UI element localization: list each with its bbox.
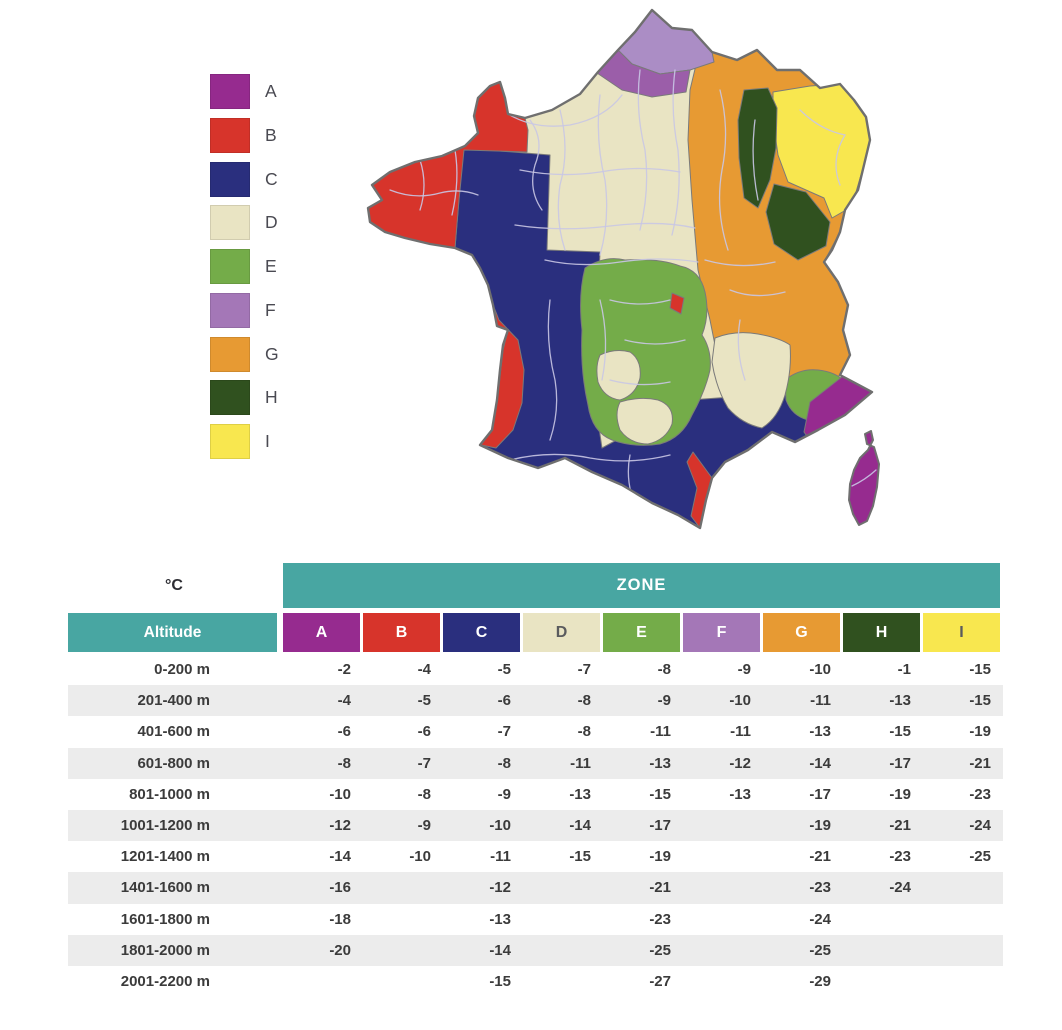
zone-column-header-B: B [363, 613, 440, 652]
value-cell-H [843, 966, 920, 997]
value-cell-H: -24 [889, 879, 911, 897]
value-cell-G: -17 [809, 785, 831, 803]
value-cell-D: -13 [569, 785, 591, 803]
value-cell-F [683, 966, 760, 997]
legend-item-F [210, 293, 279, 328]
value-cell-C: -6 [497, 692, 511, 710]
value-cell-G: -14 [809, 754, 831, 772]
value-cell-I: -21 [969, 754, 991, 772]
value-cell-A: -4 [337, 692, 351, 710]
table-row-1001-1200m [68, 810, 1003, 841]
value-cell-C: -9 [497, 785, 511, 803]
value-cell-F: -13 [729, 785, 751, 803]
value-cell-B: -6 [417, 723, 431, 741]
value-cell-H [843, 904, 920, 935]
legend-swatch-C [210, 162, 250, 197]
value-cell-E: -19 [649, 848, 671, 866]
value-cell-E: -9 [657, 692, 671, 710]
value-cell-A: -6 [337, 723, 351, 741]
value-cell-C: -14 [489, 941, 511, 959]
altitude-cell: 401-600 m [137, 723, 210, 741]
value-cell-D: -15 [569, 848, 591, 866]
value-cell-B: -8 [417, 785, 431, 803]
legend-label-F: F [265, 299, 276, 320]
value-cell-D: -7 [577, 661, 591, 678]
value-cell-C: -8 [497, 754, 511, 772]
value-cell-F [683, 872, 760, 903]
value-cell-B: -9 [417, 816, 431, 834]
value-cell-E: -17 [649, 816, 671, 834]
value-cell-A: -18 [329, 910, 351, 928]
altitude-cell: 2001-2200 m [120, 972, 210, 990]
value-cell-G: -25 [809, 941, 831, 959]
value-cell-E: -8 [657, 661, 671, 678]
value-cell-I: -15 [969, 692, 991, 710]
value-cell-C: -13 [489, 910, 511, 928]
legend-item-H [210, 380, 279, 415]
value-cell-F: -10 [729, 692, 751, 710]
value-cell-F: -9 [737, 661, 751, 678]
legend-label-D: D [265, 212, 278, 233]
value-cell-C: -12 [489, 879, 511, 897]
value-cell-A: -2 [337, 661, 351, 678]
legend-item-C [210, 162, 279, 197]
value-cell-B: -5 [417, 692, 431, 710]
legend-label-B: B [265, 124, 277, 145]
zone-column-header-D: D [523, 613, 600, 652]
altitude-cell: 1201-1400 m [120, 848, 210, 866]
value-cell-E: -23 [649, 910, 671, 928]
table-row-1201-1400m [68, 841, 1003, 872]
value-cell-D [523, 966, 600, 997]
table-row-2001-2200m [68, 966, 1003, 997]
legend-item-A [210, 74, 279, 109]
value-cell-C: -15 [489, 972, 511, 990]
value-cell-I [923, 872, 1000, 903]
value-cell-E: -25 [649, 941, 671, 959]
temperature-table-rows [68, 654, 1003, 997]
map-legend [210, 74, 279, 468]
value-cell-A: -20 [329, 941, 351, 959]
value-cell-G: -11 [810, 692, 831, 710]
zone-letter-row [283, 613, 1003, 652]
value-cell-E: -21 [649, 879, 671, 897]
value-cell-G: -29 [809, 972, 831, 990]
value-cell-G: -23 [809, 879, 831, 897]
value-cell-G: -10 [809, 661, 831, 678]
value-cell-H: -21 [889, 816, 911, 834]
value-cell-E: -27 [649, 972, 671, 990]
value-cell-B [363, 935, 440, 966]
value-cell-E: -13 [649, 754, 671, 772]
altitude-cell: 1601-1800 m [120, 910, 210, 928]
altitude-cell: 1001-1200 m [120, 816, 210, 834]
table-row-1601-1800m [68, 904, 1003, 935]
value-cell-G: -24 [809, 910, 831, 928]
value-cell-D: -8 [577, 723, 591, 741]
value-cell-D [523, 872, 600, 903]
value-cell-H: -17 [889, 754, 911, 772]
altitude-column-header: Altitude [68, 613, 277, 652]
value-cell-A [283, 966, 360, 997]
table-row-1401-1600m [68, 872, 1003, 903]
zone-header-banner: ZONE [283, 563, 1000, 608]
value-cell-D [523, 935, 600, 966]
legend-label-E: E [265, 256, 277, 276]
altitude-cell: 201-400 m [137, 692, 210, 710]
value-cell-H [843, 935, 920, 966]
table-row-801-1000m [68, 779, 1003, 810]
value-cell-C: -11 [490, 848, 511, 866]
value-cell-E: -11 [650, 723, 671, 741]
value-cell-B: -7 [417, 754, 431, 772]
zone-column-header-A: A [283, 613, 360, 652]
value-cell-E: -15 [649, 785, 671, 803]
legend-item-E [210, 249, 279, 284]
value-cell-F [683, 841, 760, 872]
value-cell-C: -7 [497, 723, 511, 741]
value-cell-B [363, 966, 440, 997]
value-cell-D [523, 904, 600, 935]
value-cell-D: -8 [577, 692, 591, 710]
legend-swatch-A [210, 74, 250, 109]
zone-column-header-H: H [843, 613, 920, 652]
legend-swatch-E [210, 249, 250, 284]
france-climate-zone-map [360, 0, 900, 550]
france-map-svg [360, 0, 900, 550]
table-row-1801-2000m [68, 935, 1003, 966]
value-cell-F [683, 904, 760, 935]
legend-label-H: H [265, 387, 278, 408]
value-cell-B [363, 904, 440, 935]
legend-item-I [210, 424, 279, 459]
legend-label-A: A [265, 81, 277, 101]
value-cell-D: -14 [569, 816, 591, 834]
value-cell-F: -11 [730, 723, 751, 741]
value-cell-A: -12 [329, 816, 351, 834]
legend-swatch-I [210, 424, 250, 459]
legend-item-G [210, 337, 279, 372]
table-row-601-800m [68, 748, 1003, 779]
legend-swatch-G [210, 337, 250, 372]
legend-item-B [210, 118, 279, 153]
value-cell-I: -19 [969, 723, 991, 741]
zone-A-region-corsica [849, 431, 879, 525]
value-cell-B: -4 [417, 661, 431, 678]
value-cell-I: -24 [969, 816, 991, 834]
value-cell-A: -16 [329, 879, 351, 897]
altitude-cell: 801-1000 m [129, 785, 210, 803]
value-cell-I: -15 [969, 661, 991, 678]
value-cell-I [923, 935, 1000, 966]
value-cell-A: -14 [329, 848, 351, 866]
value-cell-G: -19 [809, 816, 831, 834]
value-cell-H: -23 [889, 848, 911, 866]
table-row-401-600m [68, 716, 1003, 747]
value-cell-G: -13 [809, 723, 831, 741]
zone-column-header-G: G [763, 613, 840, 652]
value-cell-C: -5 [497, 661, 511, 678]
value-cell-B [363, 872, 440, 903]
zone-column-header-F: F [683, 613, 760, 652]
zone-column-header-I: I [923, 613, 1000, 652]
legend-label-C: C [265, 168, 278, 189]
legend-swatch-H [210, 380, 250, 415]
value-cell-A: -8 [337, 754, 351, 772]
value-cell-I: -23 [969, 785, 991, 803]
value-cell-H: -19 [889, 785, 911, 803]
value-cell-G: -21 [809, 848, 831, 866]
value-cell-H: -13 [889, 692, 911, 710]
legend-label-G: G [265, 343, 279, 364]
value-cell-D: -11 [570, 754, 591, 772]
temperature-unit-label: °C [165, 576, 183, 594]
zone-column-header-C: C [443, 613, 520, 652]
value-cell-H: -1 [897, 661, 911, 678]
legend-swatch-B [210, 118, 250, 153]
legend-item-D [210, 205, 279, 240]
altitude-cell: 1801-2000 m [120, 941, 210, 959]
legend-swatch-F [210, 293, 250, 328]
legend-label-I: I [265, 431, 270, 451]
table-row-201-400m [68, 685, 1003, 716]
altitude-cell: 0-200 m [154, 661, 210, 678]
value-cell-I: -25 [969, 848, 991, 866]
value-cell-F [683, 810, 760, 841]
altitude-cell: 1401-1600 m [120, 879, 210, 897]
value-cell-I [923, 904, 1000, 935]
table-row-0-200m [68, 654, 1003, 685]
value-cell-I [923, 966, 1000, 997]
value-cell-C: -10 [489, 816, 511, 834]
zone-column-header-E: E [603, 613, 680, 652]
value-cell-B: -10 [409, 848, 431, 866]
value-cell-H: -15 [889, 723, 911, 741]
value-cell-A: -10 [329, 785, 351, 803]
legend-swatch-D [210, 205, 250, 240]
value-cell-F [683, 935, 760, 966]
altitude-cell: 601-800 m [137, 754, 210, 772]
value-cell-F: -12 [729, 754, 751, 772]
